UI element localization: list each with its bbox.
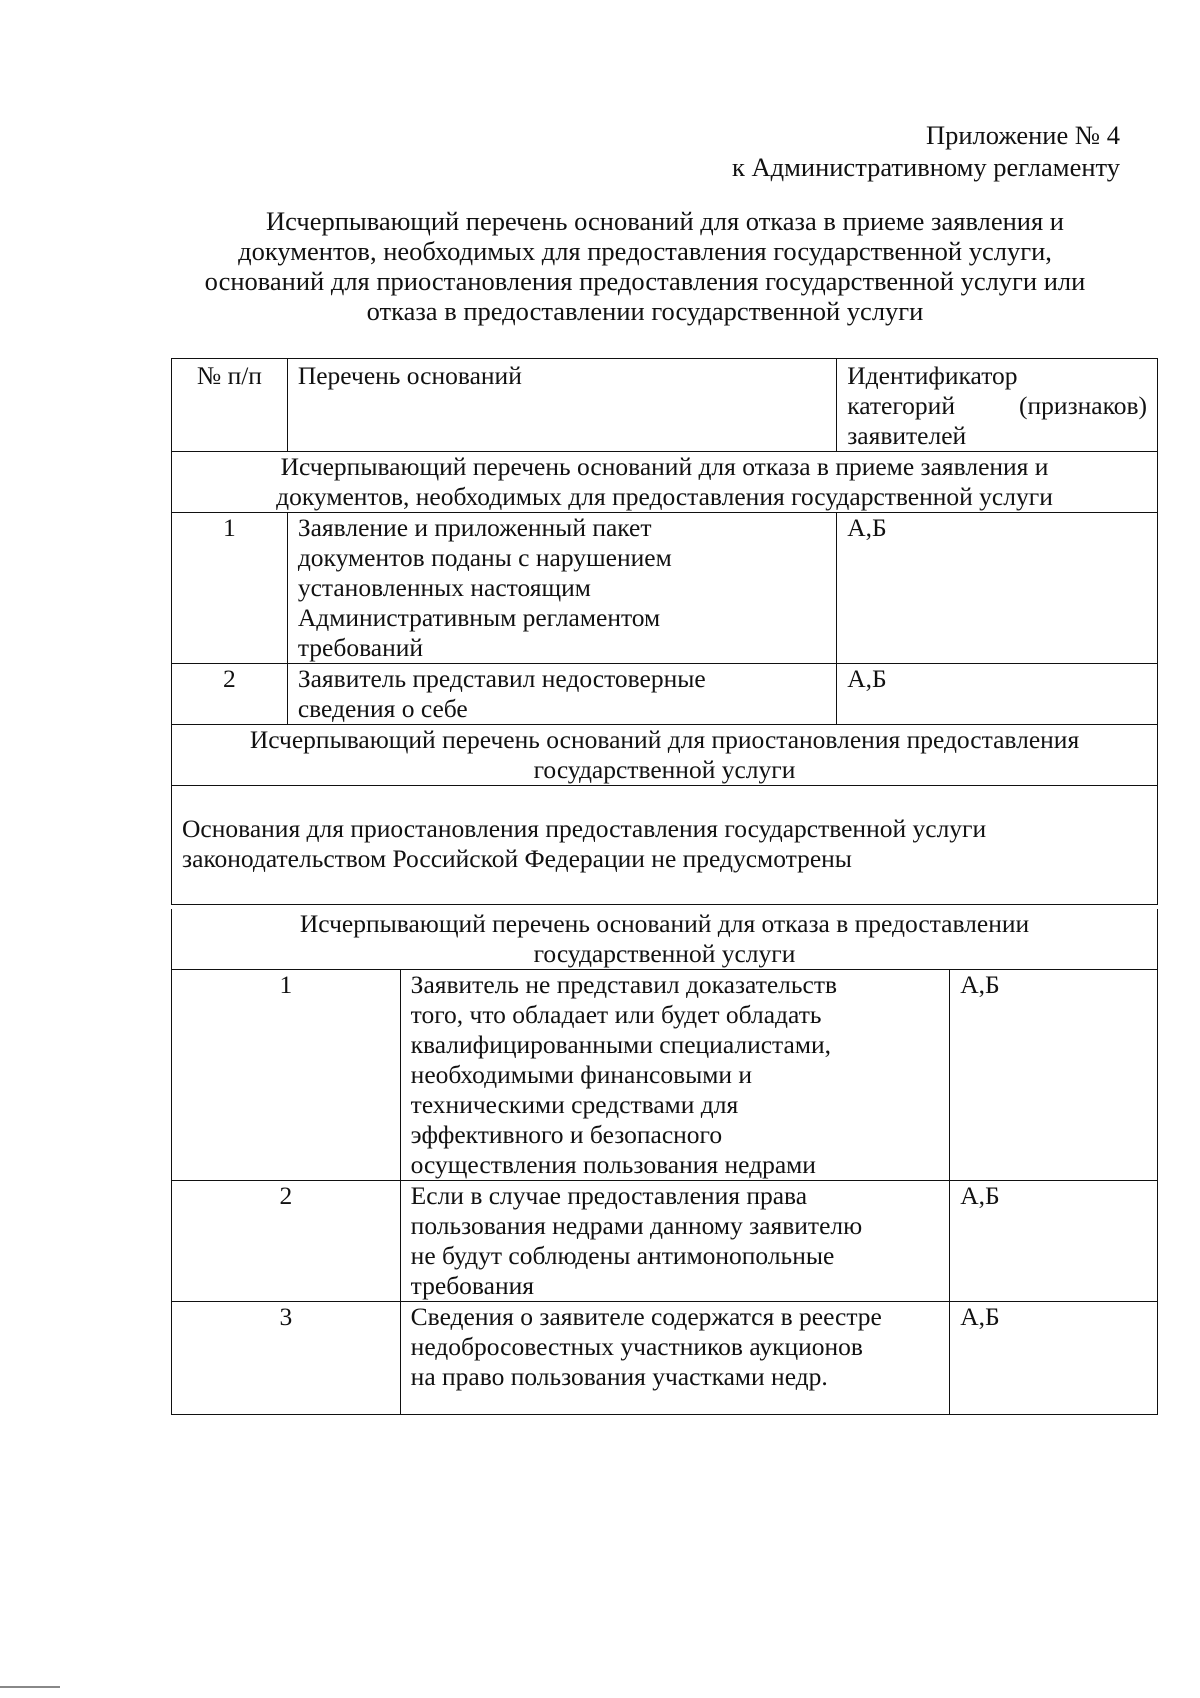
reason-line: пользования недрами данному заявителю [410,1211,863,1240]
row-num: 1 [172,970,401,1181]
row-num: 3 [172,1302,401,1415]
table-header-row [172,359,1158,452]
row-num: 2 [172,664,288,725]
section3-title [172,909,1158,970]
section-title-line: государственной услуги [533,755,796,784]
title-line: документов, необходимых для предоставления государственной услуги, [238,236,1052,266]
appendix-caption [732,119,1120,183]
appendix-reference: к Административному регламенту [732,152,1120,182]
reason-line: Если в случае предоставления права [410,1181,808,1210]
note-line: законодательством Российской Федерации не предусмотрены [182,844,852,873]
section2-title [172,725,1158,786]
row-num: 1 [172,513,288,664]
section-title-line: документов, необходимых для предоставления государственной услуги [276,482,1053,511]
section2-note [172,786,1158,905]
header-num: № п/п [172,359,288,452]
reason-line: на право пользования участками недр. [410,1362,828,1391]
row-identifier: А,Б [950,1302,1158,1415]
reason-line: эффективного и безопасного [410,1120,723,1149]
section1-title [172,452,1158,513]
header-identifier-line: Идентификатор [847,361,1018,390]
title-line: оснований для приостановления предоставления государственной услуги или [204,266,1086,296]
header-identifier [837,359,1158,452]
note-row [172,786,1158,905]
row-identifier: А,Б [950,1181,1158,1302]
reason-line: не будут соблюдены антимонопольные [410,1241,835,1270]
row-reason [400,1302,950,1415]
reason-line: требования [410,1271,534,1300]
section-title-line: Исчерпывающий перечень оснований для приостановления предоставления [249,725,1080,754]
appendix-number: Приложение № 4 [925,120,1120,150]
reason-line: Заявитель не представил доказательств [410,970,838,999]
reason-line: необходимыми финансовыми и [410,1060,753,1089]
scan-edge-mark [0,1686,60,1688]
row-reason [400,970,950,1181]
reason-line: документов поданы с нарушением [297,543,672,572]
reason-line: установленных настоящим [297,573,591,602]
header-identifier-line: заявителей [847,421,967,450]
row-identifier: А,Б [837,664,1158,725]
table-row [172,664,1158,725]
row-num: 2 [172,1181,401,1302]
title-line: Исчерпывающий перечень оснований для отказа в приеме заявления и [266,206,1064,236]
row-reason [287,664,836,725]
table-row [172,513,1158,664]
grounds-table-upper [171,358,1158,905]
section-title-row [172,452,1158,513]
section-title-row [172,725,1158,786]
reason-line: сведения о себе [297,694,468,723]
table-row [172,970,1158,1181]
header-reasons: Перечень оснований [287,359,836,452]
reason-line: Сведения о заявителе содержатся в реестре [410,1302,882,1331]
reason-line: осуществления пользования недрами [410,1150,816,1179]
reason-line: Заявление и приложенный пакет [297,513,652,542]
reason-line: Заявитель представил недостоверные [297,664,706,693]
reason-line: требований [297,633,424,662]
note-line: Основания для приостановления предоставления государственной услуги [182,814,987,843]
section-title-line: государственной услуги [533,939,796,968]
section-title-line: Исчерпывающий перечень оснований для отказа в приеме заявления и [280,452,1049,481]
row-reason [287,513,836,664]
row-reason [400,1181,950,1302]
table-row [172,1181,1158,1302]
row-identifier: А,Б [837,513,1158,664]
reason-line: недобросовестных участников аукционов [410,1332,863,1361]
table-row [172,1302,1158,1415]
document-title [130,206,1160,326]
row-identifier: А,Б [950,970,1158,1181]
grounds-table-lower [171,909,1158,1415]
reason-line: техническими средствами для [410,1090,739,1119]
header-identifier-line: категорий (признаков) [847,391,1147,420]
section-title-row [172,909,1158,970]
reason-line: Административным регламентом [297,603,661,632]
reason-line: квалифицированными специалистами, [410,1030,831,1059]
title-line: отказа в предоставлении государственной услуги [366,296,924,326]
reason-line: того, что обладает или будет обладать [410,1000,822,1029]
section-title-line: Исчерпывающий перечень оснований для отказа в предоставлении [299,909,1030,938]
